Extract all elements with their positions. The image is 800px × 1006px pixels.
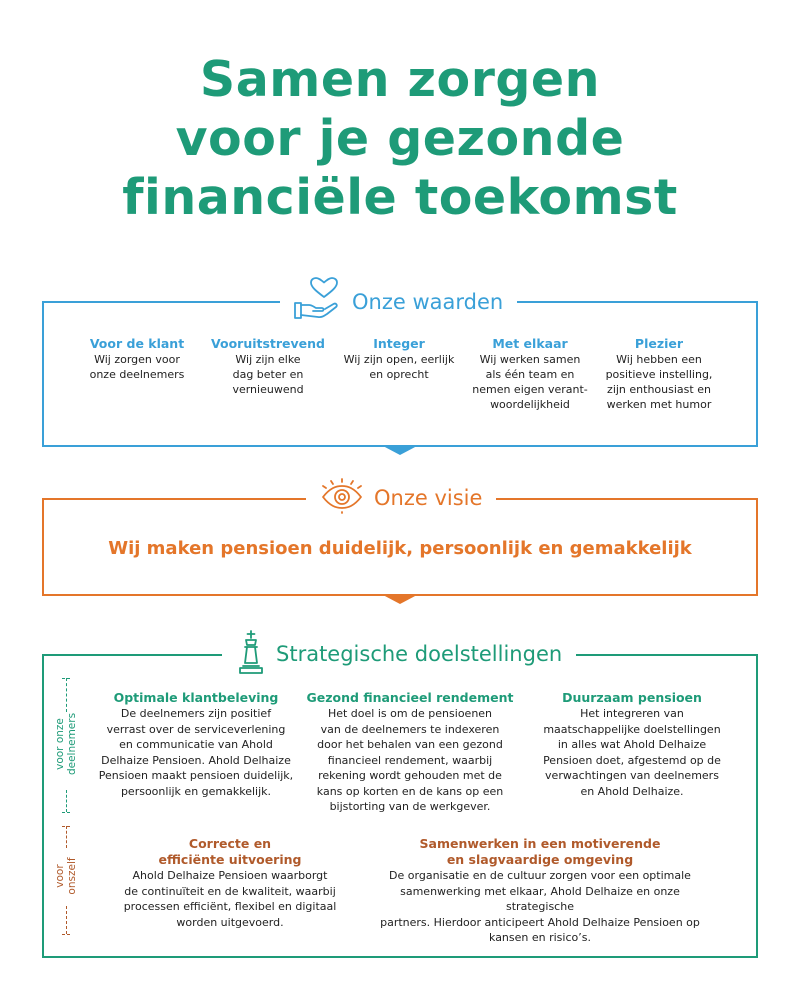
goal-title: Correcte en — [188, 836, 272, 851]
title-line: Samen zorgen — [199, 51, 601, 108]
goal-line: De organisatie en de cultuur zorgen voor een optimale — [389, 869, 691, 882]
goal-line: en Ahold Delhaize. — [580, 784, 684, 798]
goal-line: Het doel is om de pensioenen — [327, 707, 493, 720]
side-label-line: voor onze — [54, 718, 66, 770]
goal-line: processen efficiënt, flexibel en digitaal — [123, 900, 337, 913]
goal-line: Delhaize Pensioen. Ahold Delhaize — [101, 753, 291, 767]
vision-pointer — [383, 595, 417, 604]
vision-statement: Wij maken pensioen duidelijk, persoonlijk en gemakkelijk — [108, 538, 692, 559]
goal-line: Pensioen maakt pensioen duidelijk, — [98, 769, 294, 782]
goal-title: Optimale klantbeleving — [113, 690, 279, 705]
value-title: Voor de klant — [89, 336, 185, 351]
value-line: zijn enthousiast en — [607, 383, 711, 396]
goal-title: Gezond financieel rendement — [306, 690, 514, 705]
value-line: onze deelnemers — [89, 368, 185, 381]
value-line: als één team en — [485, 368, 575, 381]
value-item — [75, 336, 199, 382]
vision-heading-text: Onze visie — [374, 486, 483, 510]
side-label-participants — [54, 704, 78, 784]
goal-line: maatschappelijke doelstellingen — [543, 722, 721, 736]
side-label-line: deelnemers — [66, 712, 78, 776]
goal-item — [370, 836, 710, 946]
goal-line: kans op korten en de kans op een — [316, 784, 504, 798]
value-line: nemen eigen verant- — [472, 383, 588, 396]
goal-line: rekening wordt gehouden met de — [318, 769, 502, 782]
value-line: en oprecht — [369, 368, 429, 381]
goals-heading — [222, 627, 576, 681]
goal-line: de continuïteit en de kwaliteit, waarbij — [124, 884, 336, 898]
value-item — [597, 336, 721, 412]
goal-line: Ahold Delhaize Pensioen waarborgt — [132, 869, 328, 882]
goal-item — [532, 690, 732, 799]
value-line: Wij hebben een — [616, 353, 702, 366]
goal-line: worden uitgevoerd. — [176, 915, 284, 929]
values-pointer — [383, 446, 417, 455]
chess-king-icon — [236, 630, 266, 678]
goal-line: persoonlijk en gemakkelijk. — [120, 784, 272, 798]
value-item — [337, 336, 461, 382]
goal-line: samenwerking met elkaar, Ahold Delhaize en onze strategische — [400, 884, 680, 913]
goal-line: Pensioen doet, afgestemd op de — [543, 753, 721, 767]
side-bracket-cap — [62, 812, 70, 813]
goal-line: kansen en risico’s. — [489, 931, 591, 944]
value-line: dag beter en — [232, 368, 304, 381]
side-label-ourselves — [54, 846, 78, 906]
title-line: voor je gezonde — [175, 110, 625, 167]
heart-in-hand-icon — [294, 277, 342, 327]
value-line: Wij zorgen voor — [94, 353, 180, 366]
title-line: financiële toekomst — [122, 169, 678, 226]
side-bracket-cap — [62, 934, 70, 935]
goal-title: Samenwerken in een motiverende — [419, 836, 661, 851]
eye-icon — [320, 478, 364, 518]
goal-line: financieel rendement, waarbij — [327, 753, 493, 767]
goal-line: verwachtingen van deelnemers — [545, 769, 719, 782]
goal-item — [304, 690, 516, 815]
values-heading-text: Onze waarden — [352, 290, 504, 314]
goal-line: De deelnemers zijn positief — [120, 707, 272, 720]
value-line: positieve instelling, — [605, 368, 713, 381]
goal-title: efficiënte uitvoering — [158, 852, 302, 867]
value-title: Plezier — [634, 336, 684, 351]
value-item — [206, 336, 330, 397]
goal-item — [110, 836, 350, 930]
side-bracket-line — [66, 826, 67, 848]
value-item — [468, 336, 592, 412]
value-title: Integer — [373, 336, 425, 351]
value-line: werken met humor — [606, 398, 712, 411]
value-line: woordelijkheid — [490, 398, 570, 411]
side-bracket-line — [66, 906, 67, 934]
side-label-line: voor — [54, 864, 66, 888]
value-title: Met elkaar — [492, 336, 568, 351]
goal-title: Duurzaam pensioen — [562, 690, 702, 705]
goal-line: partners. Hierdoor anticipeert Ahold Delhaize Pensioen op — [380, 915, 700, 929]
goal-line: en communicatie van Ahold — [119, 738, 273, 751]
goal-title: en slagvaardige omgeving — [446, 852, 634, 867]
side-bracket-line — [66, 790, 67, 812]
goal-line: verrast over de serviceverlening — [106, 722, 286, 736]
goal-line: door het behalen van een gezond — [317, 738, 503, 751]
side-bracket-cap — [62, 678, 70, 679]
goal-item — [98, 690, 294, 799]
value-line: Wij zijn elke — [235, 353, 301, 366]
side-bracket-cap — [62, 826, 70, 827]
value-line: Wij werken samen — [479, 353, 581, 366]
value-line: vernieuwend — [232, 383, 304, 396]
goal-line: bijstorting van de werkgever. — [329, 800, 491, 813]
value-title: Vooruitstrevend — [210, 336, 326, 351]
goal-line: Het integreren van — [580, 707, 684, 720]
page-title — [0, 50, 800, 227]
goals-heading-text: Strategische doelstellingen — [276, 642, 563, 666]
values-heading — [280, 276, 517, 328]
goal-line: in alles wat Ahold Delhaize — [557, 738, 707, 751]
side-label-line: onszelf — [66, 857, 78, 895]
vision-heading — [306, 476, 496, 520]
goal-line: van de deelnemers te indexeren — [320, 722, 500, 736]
value-line: Wij zijn open, eerlijk — [343, 353, 455, 366]
